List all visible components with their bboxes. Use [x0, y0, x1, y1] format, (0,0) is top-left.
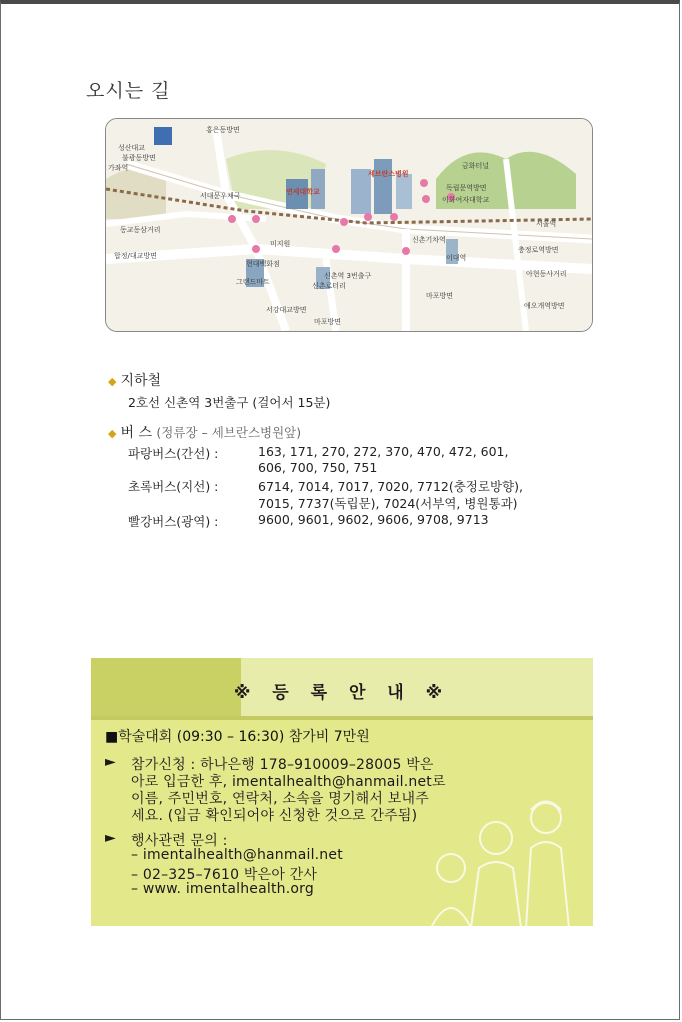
conference-info: ■학술대회 (09:30 – 16:30) 참가비 7만원 — [105, 729, 370, 745]
apply-line-3: 이름, 주민번호, 연락처, 소속을 명기해서 보내주 — [131, 791, 429, 807]
map-label-gajwa: 가좌역 — [108, 164, 129, 172]
green-bus-routes-2: 7015, 7737(독립문), 7024(서부역, 병원통과) — [258, 496, 518, 511]
apply-line-1: 참가신청 : 하나은행 178–910009–28005 박은 — [131, 757, 434, 773]
diamond-bullet-icon: ◆ — [108, 375, 117, 388]
contact-website: – www. imentalhealth.org — [131, 881, 314, 897]
contact-email: – imentalhealth@hanmail.net — [131, 847, 343, 863]
blue-bus-label: 파랑버스(간선) : — [128, 446, 219, 461]
subway-heading — [108, 370, 161, 390]
map-label-rotary: 신촌로터리 — [312, 282, 346, 290]
green-bus-routes-1: 6714, 7014, 7017, 7020, 7712(충정로방향), — [258, 479, 523, 494]
map-label-donggyo: 동교동삼거리 — [120, 226, 161, 234]
map-label-sinchon-train: 신촌기차역 — [412, 236, 446, 244]
map-illustration — [106, 119, 592, 331]
map-label-hongeun: 홍은동방면 — [206, 126, 240, 134]
blue-bus-routes-1: 163, 171, 270, 272, 370, 470, 472, 601, — [258, 444, 509, 459]
map-label-post: 서대문우체국 — [200, 192, 241, 200]
map-label-severance: 세브란스병원 — [368, 170, 409, 178]
diamond-bullet-icon: ◆ — [108, 427, 117, 440]
map-label-hapjeong: 합정/대교방면 — [114, 252, 157, 260]
map-label-gongdeok: 애오개역방면 — [524, 302, 565, 310]
map-label-yonsei: 연세대학교 — [286, 188, 320, 196]
contact-bullet-icon: ► — [105, 830, 116, 846]
contact-phone: – 02–325–7610 박은아 간사 — [131, 867, 318, 883]
panel-divider — [91, 716, 593, 720]
map-label-ewha-stn: 이대역 — [446, 254, 467, 262]
registration-panel — [91, 658, 593, 926]
page-title: 오시는 길 — [86, 80, 171, 102]
map-label-seoul-stn: 서울역 — [536, 220, 557, 228]
map-label-ahyeon: 아현동사거리 — [526, 270, 567, 278]
subway-detail: 2호선 신촌역 3번출구 (걸어서 15분) — [128, 395, 331, 410]
map-label-mapo: 마포방면 — [426, 292, 454, 300]
map-label-dongnimmun: 독립문역방면 — [446, 184, 487, 192]
red-bus-label: 빨강버스(광역) : — [128, 514, 219, 529]
bus-heading — [108, 422, 301, 442]
map-label-mizi: 미지원 — [270, 240, 291, 248]
map-label-ewha-uni: 이화여자대학교 — [442, 196, 490, 204]
registration-title: ※ 등 록 안 내 ※ — [233, 683, 451, 703]
map-label-seogang: 서강대교방면 — [266, 306, 307, 314]
bus-heading-text: 버 스 — [120, 425, 152, 441]
map-label-seongsan: 성산대교 — [118, 144, 146, 152]
map-label-grand: 그랜드마트 — [236, 278, 270, 286]
map-label-bulgwang: 불광동방면 — [122, 154, 156, 162]
location-map — [105, 118, 593, 332]
subway-heading-text: 지하철 — [120, 373, 162, 389]
red-bus-routes-1: 9600, 9601, 9602, 9606, 9708, 9713 — [258, 512, 489, 527]
map-label-hyundai: 현대백화점 — [246, 260, 280, 268]
apply-bullet-icon: ► — [105, 754, 116, 770]
apply-line-2: 아로 입금한 후, imentalhealth@hanmail.net로 — [131, 774, 446, 790]
contact-heading: 행사관련 문의 : — [131, 833, 228, 849]
map-label-sinchon-exit: 신촌역 3번출구 — [324, 272, 372, 280]
map-label-chungjeongno: 충정로역방면 — [518, 246, 559, 254]
bus-stop-note: (정류장 – 세브란스병원앞) — [156, 425, 302, 440]
blue-bus-routes-2: 606, 700, 750, 751 — [258, 460, 378, 475]
green-bus-label: 초록버스(지선) : — [128, 479, 219, 494]
map-label-tunnel: 금화터널 — [462, 162, 490, 170]
map-label-mapo2: 마포방면 — [314, 318, 342, 326]
apply-line-4: 세요. (입금 확인되어야 신청한 것으로 간주됨) — [131, 808, 418, 824]
